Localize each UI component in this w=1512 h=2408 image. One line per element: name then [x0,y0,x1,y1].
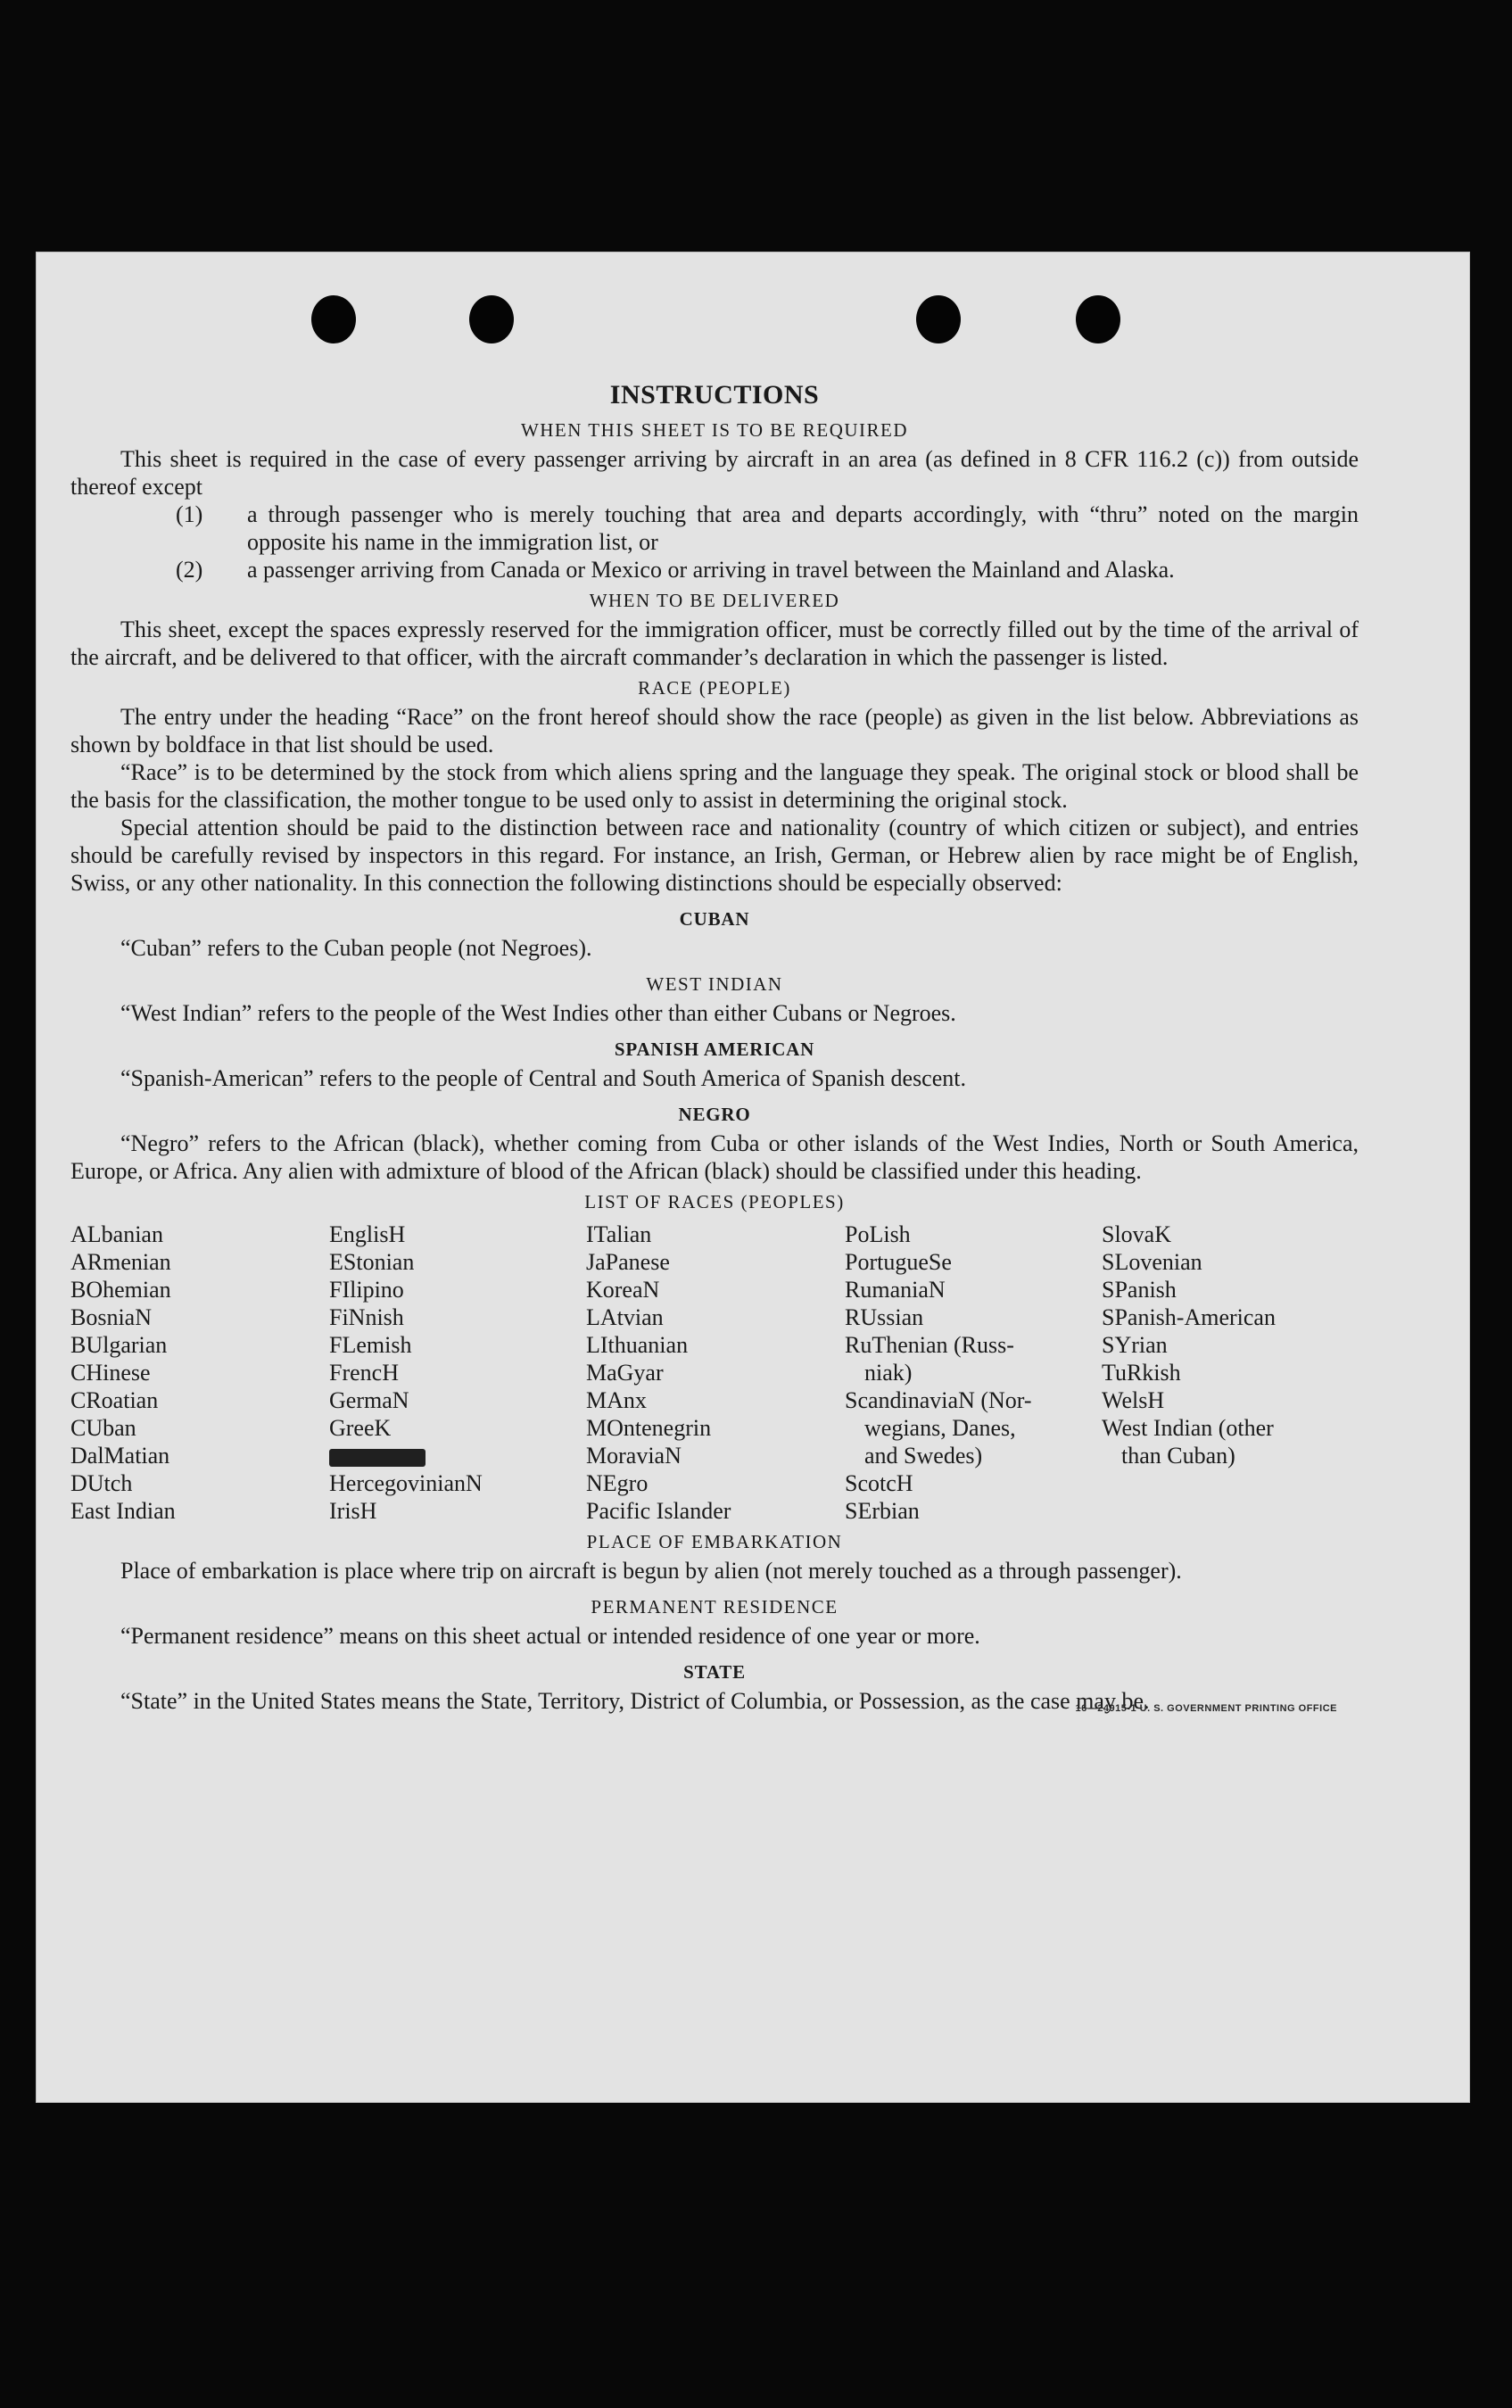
race-paragraph-3: Special attention should be paid to the distinction between race and nationality (country of which citizen or subject), and entries should be carefully revised by inspectors in this regard. For instance, an Irish, German, or Hebrew alien by race might be of English, Swiss, or any other nationality. In this connection the following distinctions should be especially observed: [70,815,1359,896]
exception-item [70,501,1359,556]
negro-text: “Negro” refers to the African (black), whether coming from Cuba or other islands of the West Indies, North or South America, Europe, or Africa. Any alien with admixture of blood of the African (black) should be classified under this heading. [70,1130,1359,1184]
race-entry: RUssian [845,1304,924,1330]
race-entry: RumaniaN [845,1277,946,1303]
race-entry: DalMatian [70,1443,170,1469]
spanish-american-text: “Spanish-American” refers to the people of Central and South America of Spanish descent. [120,1065,966,1091]
punch-hole [469,295,514,343]
race-entry: Pacific Islander [586,1498,731,1524]
race-entry: ScandinaviaN (Nor- [845,1387,1032,1413]
race-entry: TuRkish [1102,1360,1181,1386]
race-entry: NEgro [586,1470,649,1496]
punch-hole [1076,295,1120,343]
race-entry: SLovenian [1102,1249,1202,1275]
race-entry: BUlgarian [70,1332,168,1358]
race-paragraph-1: The entry under the heading “Race” on the front hereof should show the race (people) as given in the list below. Abbreviations as shown by boldface in that list should be used. [70,704,1359,757]
race-entry: DUtch [70,1470,133,1496]
race-entry: SlovaK [1102,1221,1171,1247]
races-column-4 [845,1221,1102,1525]
ink-smudge [329,1449,426,1467]
punch-hole [916,295,961,343]
race-entry: PortugueSe [845,1249,952,1275]
race-entry: MAnx [586,1387,647,1413]
heading-required: WHEN THIS SHEET IS TO BE REQUIRED [520,419,909,441]
document-body [70,377,1359,1715]
heading-state: STATE [683,1661,746,1683]
heading-race: RACE (PEOPLE) [638,677,791,699]
race-entry: FiNnish [329,1304,404,1330]
race-entry: MaGyar [586,1360,664,1386]
printing-office-footer: 16—24915-1 U. S. GOVERNMENT PRINTING OFFICE [1075,1703,1337,1714]
exception-text: a through passenger who is merely touching that area and departs accordingly, with “thru” noted on the margin opposite his name in the immigration list, or [247,501,1359,555]
race-entry: SPanish [1102,1277,1177,1303]
race-entry: GermaN [329,1387,409,1413]
race-entry: EStonian [329,1249,415,1275]
race-entry: JaPanese [586,1249,670,1275]
heading-negro: NEGRO [678,1104,751,1125]
punch-hole [311,295,356,343]
exception-number: (1) [176,501,203,527]
heading-spanish-american: SPANISH AMERICAN [614,1039,815,1060]
race-entry: IrisH [329,1498,377,1524]
races-column-5 [1102,1221,1359,1525]
race-entry: HercegovinianN [329,1470,483,1496]
race-entry: ITalian [586,1221,652,1247]
heading-west-indian: WEST INDIAN [646,973,783,995]
required-intro: This sheet is required in the case of every passenger arriving by aircraft in an area (as defined in 8 CFR 116.2 (c)) from outside thereof except [70,446,1359,500]
race-entry: SYrian [1102,1332,1168,1358]
race-entry: ARmenian [70,1249,171,1275]
state-text: “State” in the United States means the State, Territory, District of Columbia, or Possession, as the case may be. [120,1688,1150,1714]
races-column-3 [586,1221,845,1525]
heading-embarkation: PLACE OF EMBARKATION [586,1531,843,1552]
exception-text: a passenger arriving from Canada or Mexico or arriving in travel between the Mainland and Alaska. [247,557,1175,583]
state-block [70,1687,1359,1715]
instruction-sheet [36,252,1470,2103]
page-title: INSTRUCTIONS [609,380,820,410]
race-entry-continued: wegians, Danes, [864,1415,1016,1441]
race-entry: ScotcH [845,1470,913,1496]
race-entry: CRoatian [70,1387,159,1413]
delivered-text: This sheet, except the spaces expressly reserved for the immigration officer, must be correctly filled out by the time of the arrival of the aircraft, and be delivered to that officer, with the aircraft commander’s declaration in which the passenger is listed. [70,616,1359,670]
race-entry: GreeK [329,1415,392,1441]
race-entry: LIthuanian [586,1332,689,1358]
race-entry: CHinese [70,1360,151,1386]
exception-item [70,556,1359,583]
embarkation-text: Place of embarkation is place where trip on aircraft is begun by alien (not merely touched as a through passenger). [120,1558,1182,1584]
races-column-2 [329,1221,586,1525]
cuban-text: “Cuban” refers to the Cuban people (not Negroes). [120,935,592,961]
race-entry: BosniaN [70,1304,152,1330]
races-list [70,1221,1359,1525]
heading-residence: PERMANENT RESIDENCE [591,1596,839,1618]
race-entry: SErbian [845,1498,920,1524]
race-entry: RuThenian (Russ- [845,1332,1014,1358]
race-entry: EnglisH [329,1221,406,1247]
race-entry: East Indian [70,1498,176,1524]
west-indian-text: “West Indian” refers to the people of the West Indies other than either Cubans or Negroes. [120,1000,956,1026]
heading-delivered: WHEN TO BE DELIVERED [589,590,840,611]
race-entry: BOhemian [70,1277,171,1303]
race-entry: MoraviaN [586,1443,682,1469]
race-entry: FLemish [329,1332,412,1358]
race-entry: PoLish [845,1221,911,1247]
race-entry: FIlipino [329,1277,404,1303]
race-entry: FrencH [329,1360,399,1386]
race-entry-continued: and Swedes) [864,1443,983,1469]
race-entry: LAtvian [586,1304,664,1330]
race-entry: ALbanian [70,1221,163,1247]
races-column-1 [70,1221,329,1525]
heading-races-list: LIST OF RACES (PEOPLES) [584,1191,845,1212]
heading-cuban: CUBAN [679,908,750,930]
race-entry-continued: niak) [864,1360,913,1386]
race-entry-continued: than Cuban) [1121,1443,1235,1469]
race-paragraph-2: “Race” is to be determined by the stock from which aliens spring and the language they speak. The original stock or blood shall be the basis for the classification, the mother tongue to be used only to assist in determining the original stock. [70,759,1359,813]
race-entry: WelsH [1102,1387,1165,1413]
race-entry: CUban [70,1415,136,1441]
race-entry: KoreaN [586,1277,660,1303]
race-entry: MOntenegrin [586,1415,712,1441]
race-entry: West Indian (other [1102,1415,1274,1441]
residence-text: “Permanent residence” means on this sheet actual or intended residence of one year or more. [120,1623,980,1649]
race-entry-obscured [329,1442,586,1469]
exception-number: (2) [176,557,203,583]
race-entry: SPanish-American [1102,1304,1276,1330]
